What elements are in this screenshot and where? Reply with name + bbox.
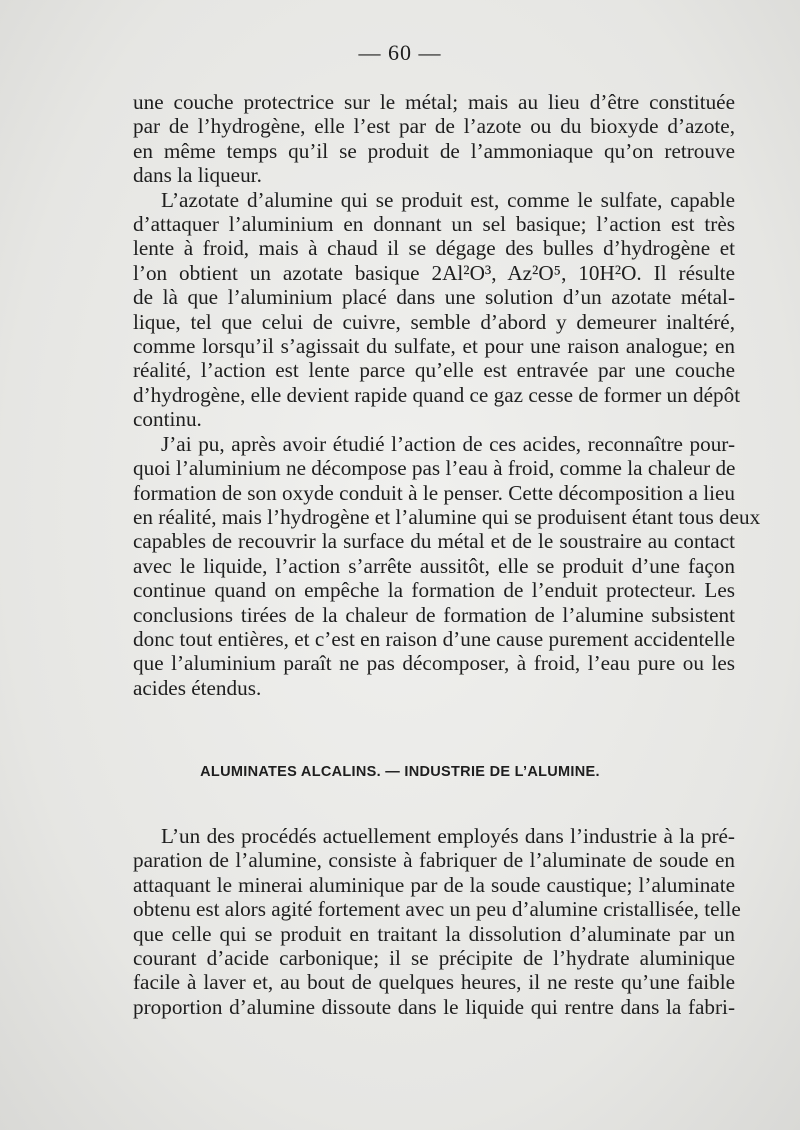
section-heading: ALUMINATES ALCALINS. — INDUSTRIE DE L’ALUMINE. <box>200 764 600 780</box>
text-line: proportion d’alumine dissoute dans le liquide qui rentre dans la fabri- <box>133 994 735 1019</box>
text-line: dans la liqueur. <box>133 163 262 188</box>
text-line: formation de son oxyde conduit à le penser. Cette décomposition a lieu <box>133 480 735 505</box>
text-line: obtenu est alors agité fortement avec un peu d’alumine cristallisée, telle <box>133 897 741 922</box>
text-line: quoi l’aluminium ne décompose pas l’eau à froid, comme la chaleur de <box>133 456 736 481</box>
text-block-bottom <box>133 824 741 1019</box>
text-line: continu. <box>133 407 202 432</box>
text-line: facile à laver et, au bout de quelques heures, il ne reste qu’une faible <box>133 970 735 995</box>
page-number: — 60 — <box>358 40 442 65</box>
text-line: attaquant le minerai aluminique par de la soude caustique; l’aluminate <box>133 872 735 897</box>
text-line: que l’aluminium paraît ne pas décomposer, à froid, l’eau pure ou les <box>133 651 735 676</box>
text-line: L’un des procédés actuellement employés dans l’industrie à la pré- <box>161 824 735 848</box>
text-line: en réalité, mais l’hydrogène et l’alumine qui se produisent étant tous deux <box>133 504 761 529</box>
paragraph <box>133 187 741 432</box>
text-line: lique, tel que celui de cuivre, semble d’abord y demeurer inaltéré, <box>133 309 735 334</box>
paragraph <box>133 90 735 188</box>
text-line: réalité, l’action est lente parce qu’elle est entravée par une couche <box>133 358 735 383</box>
text-line: d’hydrogène, elle devient rapide quand ce gaz cesse de former un dépôt <box>133 382 741 407</box>
text-line: que celle qui se produit en traitant la dissolution d’aluminate par un <box>133 921 735 946</box>
text-line: capables de recouvrir la surface du métal et de le soustraire au contact <box>133 529 735 554</box>
text-line: conclusions tirées de la chaleur de formation de l’alumine subsistent <box>133 602 735 627</box>
text-line: donc tout entières, et c’est en raison d’une cause purement accidentelle <box>133 626 735 651</box>
text-line: d’attaquer l’aluminium en donnant un sel basique; l’action est très <box>133 212 735 237</box>
text-line: une couche protectrice sur le métal; mais au lieu d’être constituée <box>133 90 735 114</box>
text-line: l’on obtient un azotate basique 2Al²O³, Az²O⁵, 10H²O. Il résulte <box>133 260 735 285</box>
text-line: paration de l’alumine, consiste à fabriquer de l’aluminate de soude en <box>133 848 735 873</box>
text-block-top <box>133 90 761 700</box>
paragraph <box>133 431 761 700</box>
text-line: en même temps qu’il se produit de l’ammoniaque qu’on retrouve <box>133 138 735 163</box>
text-line: avec le liquide, l’action s’arrête aussitôt, elle se produit d’une façon <box>133 553 735 578</box>
text-line: acides étendus. <box>133 675 262 700</box>
text-line: comme lorsqu’il s’agissait du sulfate, et pour une raison analogue; en <box>133 334 735 359</box>
text-line: lente à froid, mais à chaud il se dégage des bulles d’hydrogène et <box>133 236 735 261</box>
text-line: L’azotate d’alumine qui se produit est, comme le sulfate, capable <box>161 187 735 212</box>
text-line: J’ai pu, après avoir étudié l’action de ces acides, reconnaître pour- <box>161 431 735 456</box>
text-line: de là que l’aluminium placé dans une solution d’un azotate métal- <box>133 285 735 310</box>
text-line: par de l’hydrogène, elle l’est par de l’azote ou du bioxyde d’azote, <box>133 114 735 139</box>
text-line: courant d’acide carbonique; il se précipite de l’hydrate aluminique <box>133 946 735 971</box>
paragraph <box>133 824 741 1019</box>
text-line: continue quand on empêche la formation de l’enduit protecteur. Les <box>133 578 735 603</box>
